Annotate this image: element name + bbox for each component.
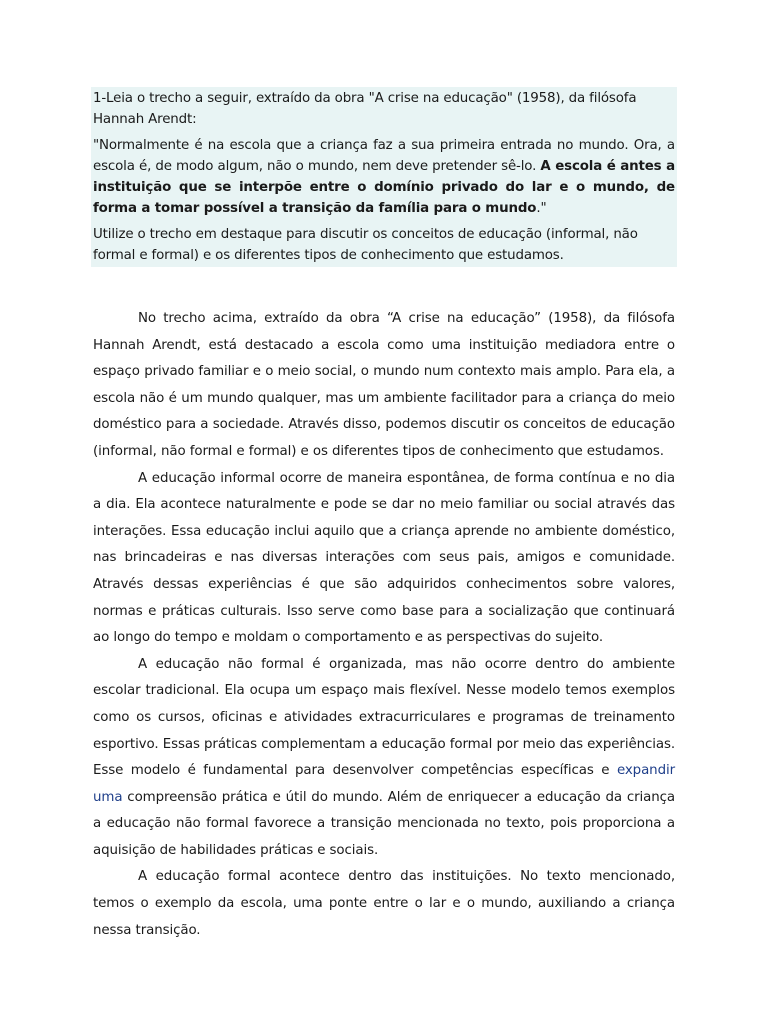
question-quote [93,135,675,219]
question-intro: 1-Leia o trecho a seguir, extraído da obra "A crise na educação" (1958), da filósofa Hannah Arendt: [93,91,637,127]
essay-paragraph-1: No trecho acima, extraído da obra “A crise na educação” (1958), da filósofa Hannah Arendt, está destacado a escola como uma instituição mediadora entre o espaço privado familiar e o meio social, o mundo num contexto mais amplo. Para ela, a escola não é um mundo qualquer, mas um ambiente facilitador para a criança do meio doméstico para a sociedade. Através disso, podemos discutir os conceitos de educação (informal, não formal e formal) e os diferentes tipos de conhecimento que estudamos. [93,311,675,459]
question-highlight-box [91,87,677,267]
quote-end-text: ." [536,201,547,216]
quote-plain-text: "Normalmente é na escola que a criança faz a sua primeira entrada no mundo. Ora, a escola é, de modo algum, não o mundo, nem deve pretender sê-lo. [93,138,675,174]
question-instruction: Utilize o trecho em destaque para discutir os conceitos de educação (informal, não formal e formal) e os diferentes tipos de conhecimento que estudamos. [93,227,638,263]
essay-paragraph-2: A educação informal ocorre de maneira espontânea, de forma contínua e no dia a dia. Ela acontece naturalmente e pode se dar no meio familiar ou social através das interações. Essa educação inclui aquilo que a criança aprende no ambiente doméstico, nas brincadeiras e nas diversas interações com seus pais, amigos e comunidade. Através dessas experiências é que são adquiridos conhecimentos sobre valores, normas e práticas culturais. Isso serve como base para a socialização que continuará ao longo do tempo e moldam o comportamento e as perspectivas do sujeito. [93,470,675,646]
essay-paragraph-4: A educação formal acontece dentro das instituições. No texto mencionado, temos o exemplo da escola, uma ponte entre o lar e o mundo, auxiliando a criança nessa transição. [93,869,675,938]
expandir-uma-link[interactable]: expandir uma [93,763,675,805]
essay-paragraph-3 [93,652,675,865]
quote-bold-text: A escola é antes a instituição que se interpõe entre o domínio privado do lar e o mundo, de forma a tomar possível a transição da família para o mundo [93,159,675,216]
essay-body [93,306,675,944]
paragraph-3-text-before: A educação não formal é organizada, mas não ocorre dentro do ambiente escolar tradicional. Ela ocupa um espaço mais flexível. Nesse modelo temos exemplos como os cursos, oficinas e atividades extracurriculares e programas de treinamento esportivo. Essas práticas complementam a educação formal por meio das experiências. Esse modelo é fundamental para desenvolver competências específicas e [93,656,675,779]
paragraph-3-text-after: compreensão prática e útil do mundo. Além de enriquecer a educação da criança a educação não formal favorece a transição mencionada no texto, pois proporciona a aquisição de habilidades práticas e sociais. [93,789,675,858]
